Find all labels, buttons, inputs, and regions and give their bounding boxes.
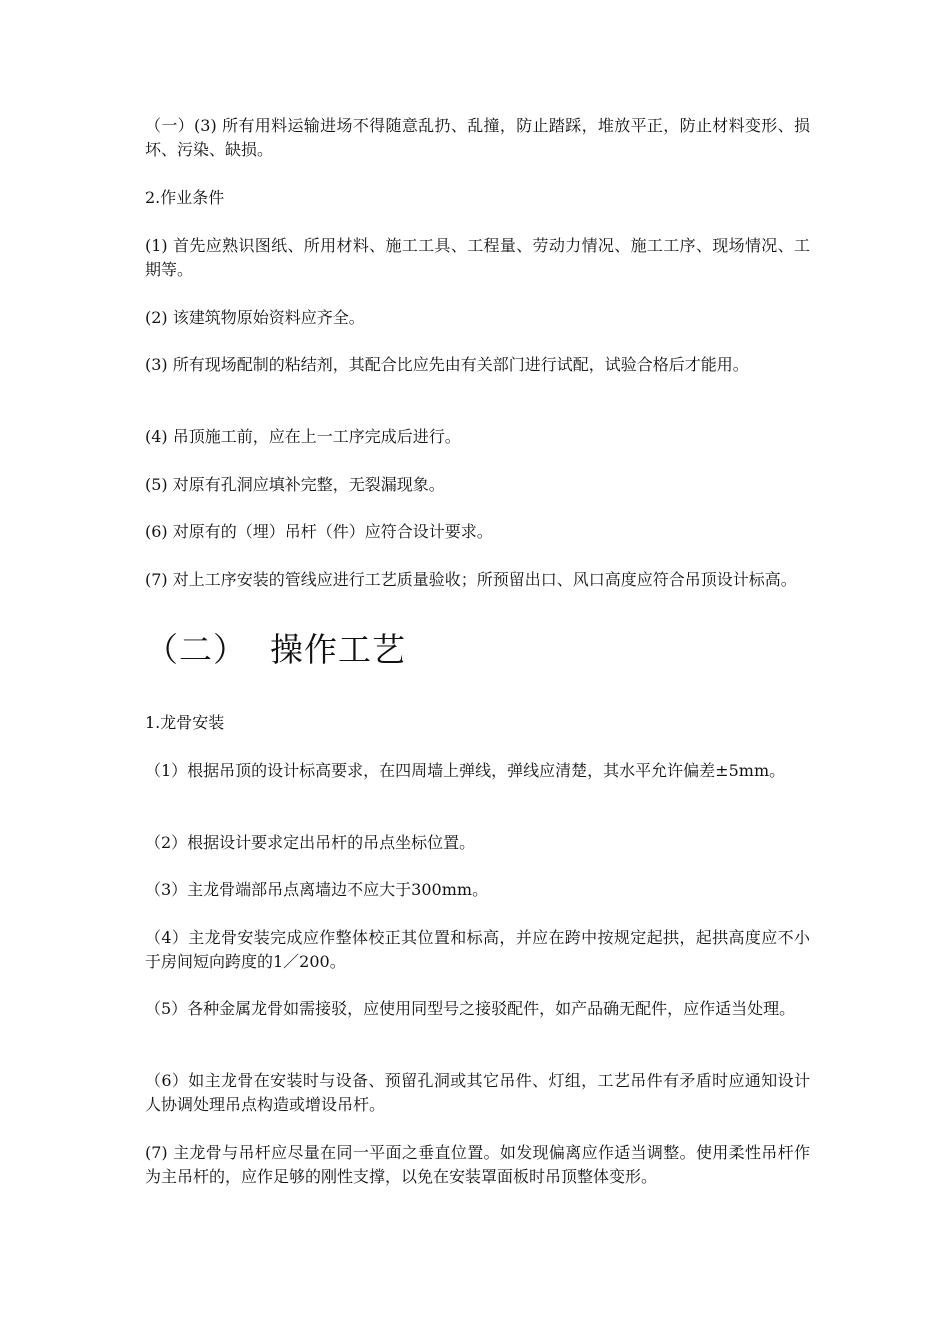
condition-item-3: (3) 所有现场配制的粘结剂，其配合比应先由有关部门进行试配，试验合格后才能用。	[145, 355, 749, 374]
section-heading-operation-process: （二） 操作工艺	[145, 630, 406, 669]
condition-item-1: (1) 首先应熟识图纸、所用材料、施工工具、工程量、劳动力情况、施工工序、现场情况、工期等。	[145, 236, 810, 279]
condition-item-5: (5) 对原有孔洞应填补完整，无裂漏现象。	[145, 475, 445, 494]
condition-item-2: (2) 该建筑物原始资料应齐全。	[145, 308, 365, 327]
subsection-title-keel-installation: 1.龙骨安装	[145, 713, 225, 732]
keel-item-4: （4）主龙骨安装完成应作整体校正其位置和标高，并应在跨中按规定起拱，起拱高度应不小于房间短向跨度的1／200。	[145, 928, 810, 971]
paragraph-material-handling: （一）(3) 所有用料运输进场不得随意乱扔、乱撞，防止踏踩，堆放平正，防止材料变形、损坏、污染、缺损。	[145, 116, 810, 159]
keel-item-2: （2）根据设计要求定出吊杆的吊点坐标位置。	[145, 833, 476, 852]
keel-item-3: （3）主龙骨端部吊点离墙边不应大于300mm。	[145, 880, 489, 899]
condition-item-6: (6) 对原有的（埋）吊杆（件）应符合设计要求。	[145, 522, 493, 541]
subsection-title-work-conditions: 2.作业条件	[145, 188, 225, 207]
keel-item-6: （6）如主龙骨在安装时与设备、预留孔洞或其它吊件、灯组，工艺吊件有矛盾时应通知设计人协调处理吊点构造或增设吊杆。	[145, 1071, 810, 1114]
condition-item-7: (7) 对上工序安装的管线应进行工艺质量验收；所预留出口、风口高度应符合吊顶设计标高。	[145, 570, 797, 589]
keel-item-7: (7) 主龙骨与吊杆应尽量在同一平面之垂直位置。如发现偏离应作适当调整。使用柔性吊杆作为主吊杆的，应作足够的刚性支撑，以免在安装罩面板时吊顶整体变形。	[145, 1143, 810, 1186]
keel-item-1: （1）根据吊顶的设计标高要求，在四周墙上弹线，弹线应清楚，其水平允许偏差±5mm。	[145, 761, 786, 780]
keel-item-5: （5）各种金属龙骨如需接驳，应使用同型号之接驳配件，如产品确无配件，应作适当处理。	[145, 999, 796, 1018]
condition-item-4: (4) 吊顶施工前，应在上一工序完成后进行。	[145, 427, 461, 446]
